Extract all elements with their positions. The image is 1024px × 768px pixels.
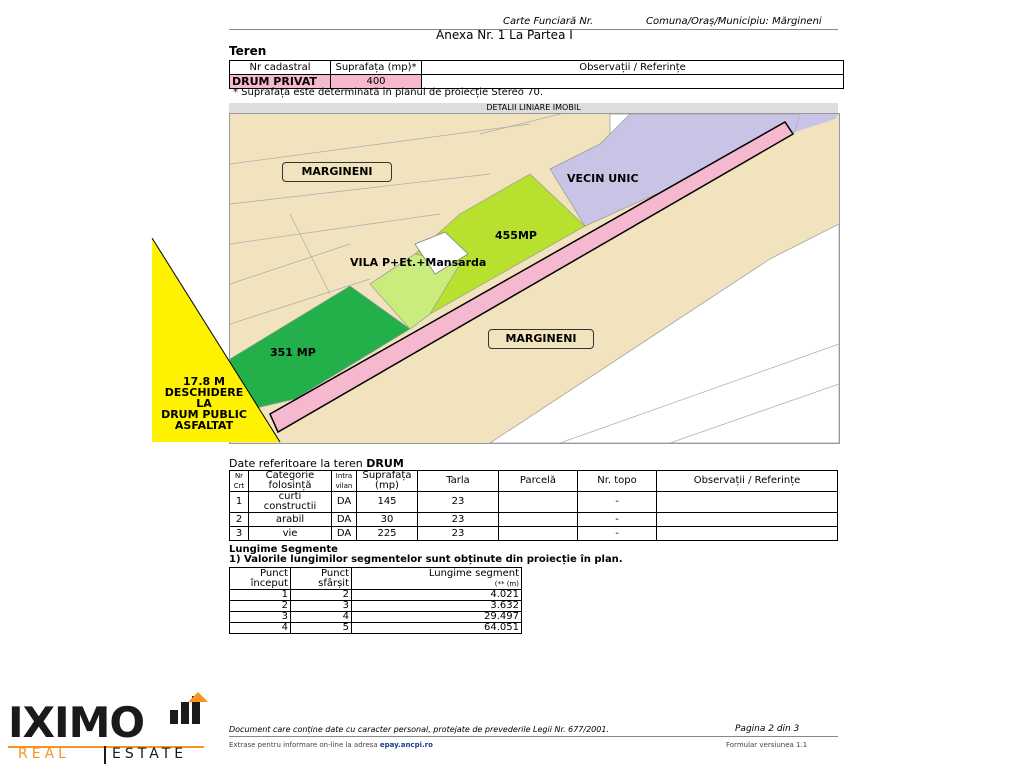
icon-roof <box>188 692 208 702</box>
opening-line-1: 17.8 M <box>183 375 225 388</box>
detail-title-suffix: DRUM <box>366 457 404 470</box>
opening-line-3: LA <box>196 397 212 410</box>
det-cell: 23 <box>418 513 499 527</box>
table-row <box>230 527 838 541</box>
det-cell <box>657 513 838 527</box>
cad-nr: DRUM PRIVAT <box>230 75 331 89</box>
table-row <box>230 601 522 612</box>
det-cell <box>499 513 578 527</box>
det-cell <box>657 527 838 541</box>
table-row <box>230 513 838 527</box>
footer-disclaimer: Document care conține date cu caracter personal, protejate de prevederile Legii Nr. 677/2001. <box>229 725 609 734</box>
det-cell: DA <box>332 527 357 541</box>
det-cell: vie <box>249 527 332 541</box>
detail-table <box>229 470 838 541</box>
det-h-obs: Observații / Referințe <box>657 471 838 492</box>
section-title: Teren <box>229 44 267 58</box>
seg-cell: 2 <box>230 601 291 612</box>
det-cell: - <box>578 513 657 527</box>
opening-line-2: DESCHIDERE <box>164 386 244 399</box>
det-cell <box>499 492 578 513</box>
opening-line-4: DRUM PUBLIC <box>161 408 247 421</box>
opening-label <box>152 376 256 431</box>
det-cell: curti constructii <box>249 492 332 513</box>
locality-line <box>646 16 822 27</box>
footer-online-prefix: Extrase pentru informare on-line la adresa <box>229 741 378 749</box>
seg-h-length-label: Lungime segment <box>428 567 519 579</box>
seg-h-end: Punct sfârșit <box>291 568 352 590</box>
logo-divider <box>104 746 106 764</box>
seg-cell: 5 <box>291 623 352 634</box>
segments-note: 1) Valorile lungimilor segmentelor sunt obținute din proiecție în plan. <box>229 554 623 565</box>
det-cell: DA <box>332 492 357 513</box>
opening-line-5: ASFALTAT <box>174 419 234 432</box>
table-row <box>230 623 522 634</box>
seg-h-start: Punct început <box>230 568 291 590</box>
det-h-area: Suprafața (mp) <box>357 471 418 492</box>
cad-header-obs: Observații / Referințe <box>422 61 844 75</box>
cad-header-area: Suprafața (mp)* <box>331 61 422 75</box>
segments-table <box>229 567 522 634</box>
segments-title: Lungime Segmente <box>229 544 338 555</box>
seg-h-length-unit: (** (m) <box>494 579 519 588</box>
seg-cell: 4.021 <box>352 590 522 601</box>
seg-cell: 4 <box>230 623 291 634</box>
det-cell: 1 <box>230 492 249 513</box>
footer-online <box>229 741 433 749</box>
seg-cell: 2 <box>291 590 352 601</box>
seg-cell: 29.497 <box>352 612 522 623</box>
label-455: 455MP <box>495 229 537 242</box>
det-cell: 23 <box>418 527 499 541</box>
detail-title <box>229 457 404 470</box>
table-row <box>230 590 522 601</box>
det-cell: - <box>578 492 657 513</box>
footer-rule <box>229 736 838 737</box>
det-h-topo: Nr. topo <box>578 471 657 492</box>
det-cell: 145 <box>357 492 418 513</box>
label-margineni-top: MARGINENI <box>282 162 392 182</box>
det-cell: - <box>578 527 657 541</box>
det-h-nr: Nr Crt <box>230 471 249 492</box>
seg-cell: 3 <box>230 612 291 623</box>
label-vecin: VECIN UNIC <box>567 172 639 185</box>
icon-bar-2 <box>181 702 189 724</box>
cad-header-nr: Nr cadastral <box>230 61 331 75</box>
seg-cell: 64.051 <box>352 623 522 634</box>
det-cell <box>657 492 838 513</box>
table-row <box>230 612 522 623</box>
map-area <box>229 113 840 444</box>
locality-label: Comuna/Oraș/Municipiu: <box>646 16 769 27</box>
map-caption: DETALII LINIARE IMOBIL <box>229 103 838 113</box>
det-h-parcela: Parcelă <box>499 471 578 492</box>
det-cell: DA <box>332 513 357 527</box>
det-cell: 3 <box>230 527 249 541</box>
seg-cell: 3 <box>291 601 352 612</box>
det-cell: 2 <box>230 513 249 527</box>
doc-type: Carte Funciară Nr. <box>503 16 594 27</box>
detail-title-prefix: Date referitoare la teren <box>229 457 363 470</box>
locality-value: Mărgineni <box>772 16 822 27</box>
label-margineni-bottom: MARGINENI <box>488 329 594 349</box>
iximo-logo <box>8 690 208 766</box>
cad-footnote: * Suprafața este determinată în planul de proiecție Stereo 70. <box>233 87 544 98</box>
det-cell: 23 <box>418 492 499 513</box>
det-h-intra: Intra vilan <box>332 471 357 492</box>
cad-area: 400 <box>331 75 422 89</box>
seg-cell: 4 <box>291 612 352 623</box>
det-cell: arabil <box>249 513 332 527</box>
seg-cell: 1 <box>230 590 291 601</box>
det-h-tarla: Tarla <box>418 471 499 492</box>
det-cell: 225 <box>357 527 418 541</box>
footer-version: Formular versiunea 1.1 <box>726 741 808 749</box>
logo-sub-right: ESTATE <box>112 746 188 762</box>
icon-bar-1 <box>170 710 178 724</box>
annex-title: Anexa Nr. 1 La Partea I <box>436 28 573 42</box>
det-cell: 30 <box>357 513 418 527</box>
logo-text: IXIMO <box>8 698 145 747</box>
table-row <box>230 492 838 513</box>
key-house-icon <box>164 690 210 736</box>
det-h-cat: Categorie folosință <box>249 471 332 492</box>
label-vila: VILA P+Et.+Mansarda <box>350 256 487 269</box>
footer-online-link[interactable]: epay.ancpi.ro <box>379 741 433 749</box>
seg-cell: 3.632 <box>352 601 522 612</box>
seg-h-length <box>352 568 522 590</box>
footer-page: Pagina 2 din 3 <box>735 724 800 734</box>
label-351: 351 MP <box>270 346 316 359</box>
logo-sub-left: REAL <box>18 746 70 762</box>
det-cell <box>499 527 578 541</box>
cadastral-table <box>229 60 844 89</box>
